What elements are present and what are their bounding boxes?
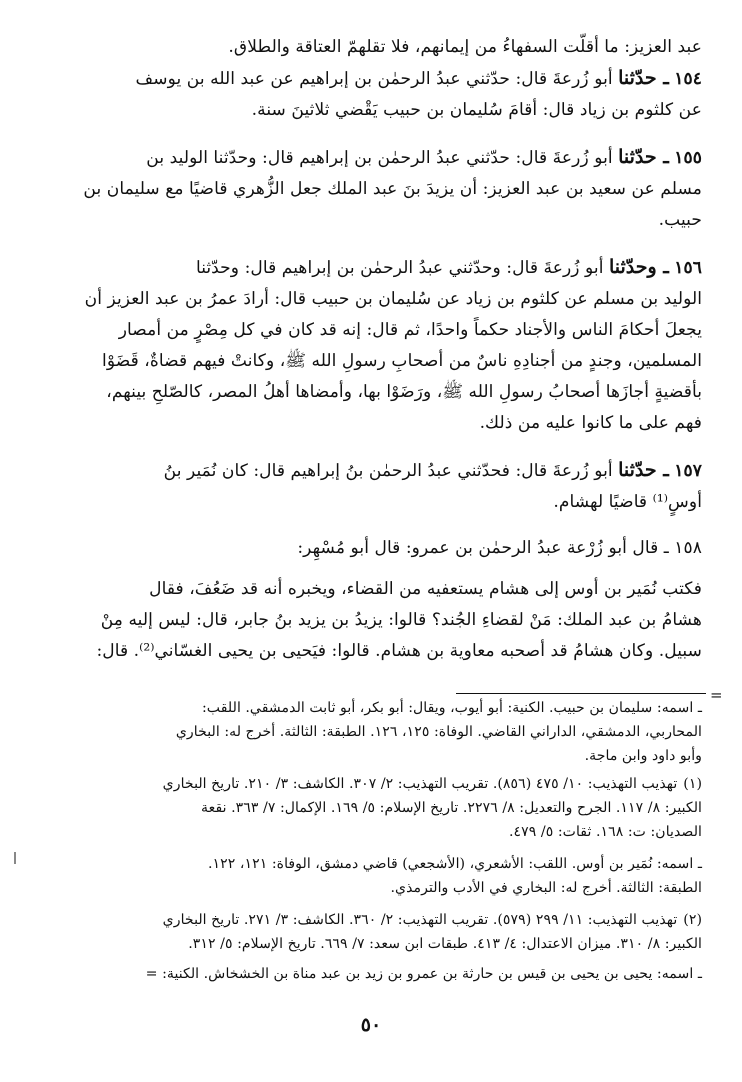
footnote-line: ـ اسمه: يحيى بن يحيى بن قيس بن حارثة بن عمرو بن زيد بن عبد مناة بن الخشخاش. الكنية: = bbox=[145, 966, 702, 982]
hadith-157-line-2: أوسٍ⁽¹⁾ قاضيًا لهشام. bbox=[553, 492, 702, 512]
footnote-line: الصديان: ت: ١٦٨. ثقات: ٥/ ٤٧٩. bbox=[509, 824, 702, 840]
continuation-mark: = bbox=[710, 686, 723, 704]
hadith-text: أبو زُرعةَ قال: حدّثني عبدُ الرحمٰن بن إبراهيم عن عبد الله بن يوسف bbox=[135, 69, 619, 89]
hadith-155-line-1 bbox=[40, 142, 702, 174]
hadith-158-line-1: ١٥٨ ـ قال أبو زُرْعة عبدُ الرحمٰن بن عمرو: قال أبو مُسْهِر: bbox=[297, 538, 702, 558]
footnote-continued bbox=[40, 696, 702, 768]
footnote-line: ـ اسمه: نُمَير بن أوس. اللقب: الأشعري، (الأشجعي) قاضي دمشق، الوفاة: ١٢١، ١٢٢. bbox=[208, 856, 702, 872]
hadith-156-line-6: فهم على ما كانوا عليه من ذلك. bbox=[479, 413, 702, 433]
hadith-155-line-2: مسلم عن سعيد بن عبد العزيز: أن يزيدَ بنَ عبد الملك جعل الزُّهري قاضيًا مع سليمان بن bbox=[83, 179, 702, 199]
footnote-number: (١) bbox=[683, 776, 702, 792]
narration-keyword: ـ حدّثنا bbox=[618, 146, 669, 168]
hadith-155-line-3: حبيب. bbox=[658, 210, 702, 230]
hadith-156-line-3: يجعلَ أحكامَ الناس والأجناد حكماً واحدًا، ثم قال: إنه قد كان في كل مِصْرٍ من أمصار bbox=[118, 320, 702, 340]
footnote-1 bbox=[40, 772, 702, 900]
footnote-text: تهذيب التهذيب: ١٠/ ٤٧٥ (٨٥٦). تقريب التهذيب: ٢/ ٣٠٧. الكاشف: ٣/ ٢١٠. تاريخ البخاري bbox=[162, 776, 678, 792]
hadith-156 bbox=[40, 252, 702, 439]
continued-text: عبد العزيز: ما أقلّت السفهاءُ من إيمانهم، فلا تقلهمّ العتاقة والطلاق. bbox=[228, 37, 702, 57]
narration-keyword: ـ وحدّثنا bbox=[608, 256, 669, 278]
footnote-line: ـ اسمه: سليمان بن حبيب. الكنية: أبو أيوب، ويقال: أبو بكر، أبو ثابت الدمشقي. اللقب: bbox=[202, 700, 702, 716]
footnote-line: الكبير: ٨/ ١١٧. الجرح والتعديل: ٨/ ٢٢٧٦. تاريخ الإسلام: ٥/ ١٦٩. الإكمال: ٧/ ٣٦٣. نقعة bbox=[201, 800, 702, 816]
margin-mark bbox=[14, 852, 16, 864]
narration-keyword: ـ حدّثنا bbox=[618, 459, 669, 481]
hadith-number: ١٥٦ bbox=[674, 258, 702, 278]
hadith-text: أبو زُرعةَ قال: حدّثني عبدُ الرحمٰن بن إبراهيم قال: وحدّثنا الوليد بن bbox=[146, 148, 619, 168]
hadith-157-line-1 bbox=[40, 455, 702, 487]
footnote-line: المحاربي، الدمشقي، الداراني القاضي. الوفاة: ١٢٥، ١٢٦. الطبقة: الثالثة. أخرج له: البخاري bbox=[175, 724, 702, 740]
footnote-separator bbox=[456, 693, 706, 694]
hadith-155 bbox=[40, 142, 702, 236]
footnote-line: وأبو داود وابن ماجة. bbox=[584, 748, 702, 764]
narration-keyword: ـ حدّثنا bbox=[618, 67, 669, 89]
footnote-2 bbox=[40, 908, 702, 986]
hadith-158-body bbox=[40, 574, 702, 667]
hadith-154 bbox=[40, 63, 702, 126]
hadith-text: أبو زُرعةَ قال: وحدّثني عبدُ الرحمٰن بن إبراهيم قال: وحدّثنا bbox=[195, 258, 609, 278]
hadith-number: ١٥٤ bbox=[674, 69, 702, 89]
hadith-156-line-5: بأقضيةٍ أجازَها أصحابُ رسولِ الله ﷺ، ورَضَوْا بها، وأمضاها أهلُ المصر، كالصّلحِ بينهم، bbox=[106, 382, 702, 402]
footnote-line bbox=[40, 908, 702, 932]
hadith-156-line-2: الوليد بن مسلم عن كلثوم بن زياد عن سُليمان بن حبيب قال: أرادَ عمرُ بن عبد العزيز أن bbox=[84, 289, 702, 309]
text-line bbox=[40, 32, 702, 63]
hadith-156-line-1 bbox=[40, 252, 702, 284]
hadith-156-line-4: المسلمين، وجندٍ من أجنادِهِ ناسٌ من أصحابِ رسولِ الله ﷺ، وكانتْ فيهم قضاةٌ، قَضَوْا bbox=[102, 351, 702, 371]
hadith-158 bbox=[40, 533, 702, 564]
hadith-157 bbox=[40, 455, 702, 518]
hadith-158-line-2: فكتب نُمَير بن أوس إلى هشام يستعفيه من القضاء، ويخبره أنه قد ضَعُفَ، فقال bbox=[149, 579, 702, 599]
hadith-154-line-1 bbox=[40, 63, 702, 95]
footnote-text: تهذيب التهذيب: ١١/ ٢٩٩ (٥٧٩). تقريب التهذيب: ٢/ ٣٦٠. الكاشف: ٣/ ٢٧١. تاريخ البخاري bbox=[162, 912, 678, 928]
footnote-line bbox=[40, 772, 702, 796]
page-number: ٥٠ bbox=[360, 1014, 382, 1036]
footnote-line: الكبير: ٨/ ٣١٠. ميزان الاعتدال: ٤/ ٤١٣. طبقات ابن سعد: ٧/ ٦٦٩. تاريخ الإسلام: ٥/ ٣١٢. bbox=[188, 936, 702, 952]
hadith-158-line-4: سبيل. وكان هشامُ قد أصحبه معاوية بن هشام. قالوا: فيَحيى بن يحيى الغسّاني⁽²⁾. قال: bbox=[96, 641, 702, 661]
hadith-number: ١٥٧ bbox=[674, 461, 702, 481]
hadith-text: أبو زُرعةَ قال: فحدّثني عبدُ الرحمٰن بنُ إبراهيم قال: كان نُمَير بنُ bbox=[163, 461, 619, 481]
footnote-line: الطبقة: الثالثة. أخرج له: البخاري في الأدب والترمذي. bbox=[390, 880, 702, 896]
hadith-number: ١٥٥ bbox=[674, 148, 702, 168]
hadith-154-line-2: عن كلثوم بن زياد قال: أقامَ سُليمان بن حبيب يَقْضي ثلاثينَ سنة. bbox=[251, 100, 702, 120]
hadith-158-line-3: هشامُ بن عبد الملك: مَنْ لقضاءِ الجُند؟ قالوا: يزيدُ بن يزيد بنُ جابر، قال: ليس إليه مِنْ bbox=[100, 610, 702, 630]
footnote-number: (٢) bbox=[683, 912, 702, 928]
